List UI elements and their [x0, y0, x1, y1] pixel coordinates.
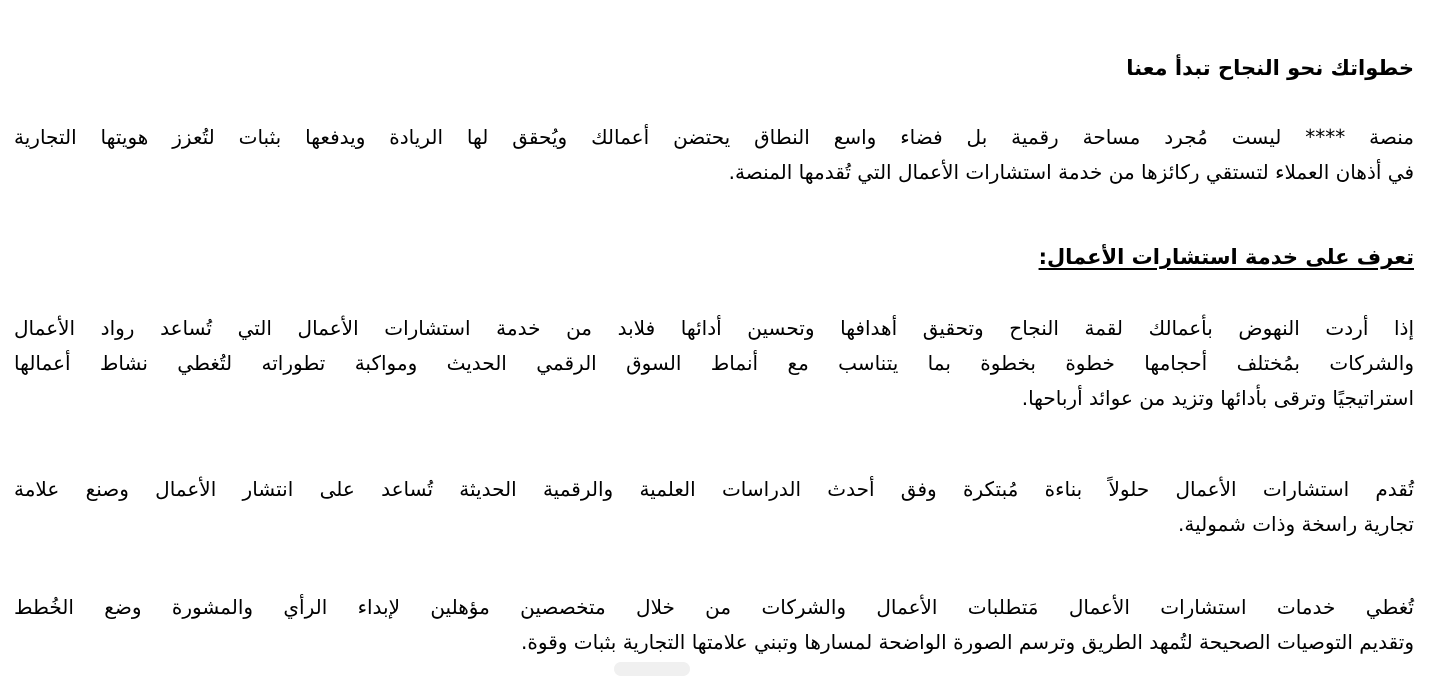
service-paragraph — [14, 311, 1414, 416]
solutions-paragraph — [14, 472, 1414, 542]
paragraph-line: تجارية راسخة وذات شمولية. — [1177, 512, 1414, 536]
coverage-paragraph — [14, 590, 1414, 660]
paragraph-line: استراتيجيًا وترقى بأدائها وتزيد من عوائد أرباحها. — [1021, 386, 1414, 410]
paragraph-line: إذا أردت النهوض بأعمالك لقمة النجاح وتحقيق أهدافها وتحسين أدائها فلابد من خدمة استشارات الأعمال التي تُساعد رواد الأعمال — [14, 316, 1414, 340]
section-heading: تعرف على خدمة استشارات الأعمال: — [1038, 245, 1414, 269]
intro-paragraph — [14, 120, 1414, 190]
paragraph-line: والشركات بمُختلف أحجامها خطوة بخطوة بما يتناسب مع أنماط السوق الرقمي الحديث ومواكبة تطوراته لتُغطي نشاط أعمالها — [14, 351, 1414, 375]
paragraph-line: منصة **** ليست مُجرد مساحة رقمية بل فضاء واسع النطاق يحتضن أعمالك ويُحقق لها الريادة ويدفعها بثبات لتُعزز هويتها التجارية — [14, 125, 1414, 149]
paragraph-line: في أذهان العملاء لتستقي ركائزها من خدمة استشارات الأعمال التي تُقدمها المنصة. — [728, 160, 1414, 184]
paragraph-line: تُقدم استشارات الأعمال حلولاً بناءة مُبتكرة وفق أحدث الدراسات العلمية والرقمية الحديثة تُساعد على انتشار الأعمال وصنع علامة — [14, 477, 1414, 501]
page-title: خطواتك نحو النجاح تبدأ معنا — [1126, 56, 1414, 80]
paragraph-line: وتقديم التوصيات الصحيحة لتُمهد الطريق وترسم الصورة الواضحة لمسارها وتبني علامتها التجارية بثبات وقوة. — [521, 630, 1414, 654]
paragraph-line: تُغطي خدمات استشارات الأعمال مَتطلبات الأعمال والشركات من خلال متخصصين مؤهلين لإبداء الرأي والمشورة وضع الخُطط — [14, 595, 1414, 619]
